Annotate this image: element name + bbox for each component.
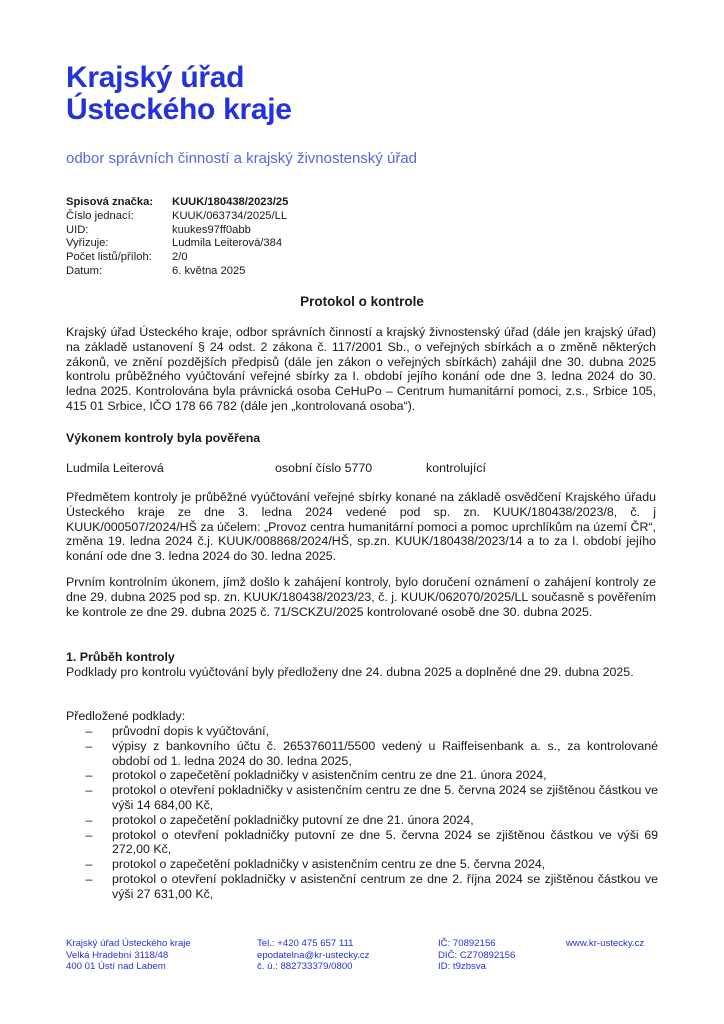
list-item-text: protokol o zapečetění pokladničky v asistenčním centru ze dne 5. června 2024, [112, 857, 546, 872]
list-item: – protokol o zapečetění pokladničky v asistenčním centru ze dne 21. února 2024, [66, 768, 658, 783]
meta-value: KUUK/180438/2023/25 [172, 196, 289, 208]
list-item: – protokol o zapečetění pokladničky putovní ze dne 21. února 2024, [66, 813, 658, 828]
footer-address [66, 938, 191, 973]
list-item-text: výpisy z bankovního účtu č. 265376011/5500 vedený u Raiffeisenbank a. s., za kontrolované období od 1. ledna 2024 do 30. ledna 2025, [112, 738, 658, 768]
list-item-text: protokol o otevření pokladničky v asistenční centrum ze dne 2. října 2024 se zjištěnou částkou ve výši 27 631,00 Kč, [112, 871, 658, 901]
logo-line-1: Krajský úřad [66, 61, 245, 94]
meta-value: 6. května 2025 [172, 264, 246, 277]
meta-row [66, 210, 288, 224]
meta-value: 2/0 [172, 251, 188, 264]
footer-ids [438, 938, 515, 973]
meta-row [66, 265, 288, 279]
footer-city: 400 01 Ústí nad Labem [66, 961, 166, 973]
office-logo [66, 62, 292, 126]
department-name: odbor správních činností a krajský živnostenský úřad [66, 150, 417, 167]
meta-value: Ludmila Leiterová/384 [172, 237, 283, 250]
meta-row [66, 237, 288, 251]
list-item: – průvodní dopis k vyúčtování, [66, 724, 658, 739]
document-metadata [66, 196, 288, 279]
meta-label: UID: [66, 223, 89, 236]
footer-databox-id: ID: t9zbsva [438, 961, 486, 973]
list-item: – protokol o otevření pokladničky v asistenční centrum ze dne 2. října 2024 se zjištěnou částkou ve výši 27 631,00 Kč, [85, 871, 658, 901]
logo-line-2: Ústeckého kraje [66, 93, 292, 126]
list-item: – protokol o otevření pokladničky v asistenčním centru ze dne 5. června 2024 se zjištěnou částkou ve výši 14 684,00 Kč, [85, 783, 658, 812]
first-act-paragraph: Prvním kontrolním úkonem, jímž došlo k zahájení kontroly, bylo doručení oznámení o zahájení kontroly ze dne 29. dubna 2025 pod sp. zn. KUUK/180438/2023/23, č. j. KUUK/062070/2025/LL současně s pověřením ke kontrole ze dne 29. dubna 2025 č. 71/SCKZU/2025 kontrolované osobě dne 30. dubna 2025. [66, 575, 656, 619]
document-title: Protokol o kontrole [300, 294, 424, 309]
footer-contacts [257, 938, 369, 973]
meta-label: Datum: [66, 264, 103, 277]
meta-label: Vyřizuje: [66, 237, 109, 250]
footer-email-link[interactable]: epodatelna@kr-ustecky.cz [257, 949, 370, 961]
footer-phone: Tel.: +420 475 657 111 [257, 938, 354, 949]
footer-office-name: Krajský úřad Ústeckého kraje [66, 938, 191, 949]
meta-label: Číslo jednací: [66, 209, 134, 222]
authorized-heading: Výkonem kontroly byla pověřena [66, 431, 261, 445]
list-item-text: protokol o zapečetění pokladničky putovní ze dne 21. února 2024, [112, 812, 474, 827]
inspector-number: osobní číslo 5770 [275, 461, 373, 475]
meta-label: Spisová značka: [66, 196, 154, 208]
list-item: – výpisy z bankovního účtu č. 265376011/5500 vedený u Raiffeisenbank a. s., za kontrolované období od 1. ledna 2024 do 30. ledna 2025, [85, 738, 658, 768]
footer-street: Velká Hradební 3118/48 [66, 949, 169, 961]
footer-ic: IČ: 70892156 [438, 938, 496, 949]
meta-value: KUUK/063734/2025/LL [172, 209, 288, 222]
list-item: – protokol o zapečetění pokladničky v asistenčním centru ze dne 5. června 2024, [66, 857, 658, 872]
footer-website-link[interactable]: www.kr-ustecky.cz [566, 938, 645, 949]
list-item: – protokol o otevření pokladničky putovní ze dne 5. června 2024 se zjištěnou částkou ve výši 69 272,00 Kč, [85, 827, 658, 857]
meta-row [66, 224, 288, 238]
list-item-text: průvodní dopis k vyúčtování, [112, 724, 270, 738]
footer-dic: DIČ: CZ70892156 [438, 949, 516, 961]
section-1-text: Podklady pro kontrolu vyúčtování byly předloženy dne 24. dubna 2025 a doplněné dne 29. dubna 2025. [66, 665, 634, 679]
list-item-text: protokol o otevření pokladničky v asistenčním centru ze dne 5. června 2024 se zjištěnou částkou ve výši 14 684,00 Kč, [112, 783, 658, 812]
footer-bank-account: č. ú.: 882733379/0800 [257, 961, 353, 973]
meta-value: kuukes97ff0abb [172, 223, 251, 236]
meta-row [66, 196, 288, 210]
list-item-text: protokol o otevření pokladničky putovní ze dne 5. června 2024 se zjištěnou částkou ve výši 69 272,00 Kč, [112, 827, 658, 857]
list-item-text: protokol o zapečetění pokladničky v asistenčním centru ze dne 21. února 2024, [112, 768, 547, 783]
section-1-heading: 1. Průběh kontroly [66, 650, 175, 664]
intro-paragraph: Krajský úřad Ústeckého kraje, odbor správních činností a krajský živnostenský úřad (dále jen krajský úřad) na základě ustanovení § 24 odst. 2 zákona č. 117/2001 Sb., o veřejných sbírkách a o změně některých zákonů, ve znění pozdějších předpisů (dále jen zákon o veřejných sbírkách) zahájil dne 30. dubna 2025 kontrolu průběžného vyúčtování veřejné sbírky za I. období jejího konání ode dne 3. ledna 2024 do 30. ledna 2025. Kontrolována byla právnická osoba CeHuPo – Centrum humanitární pomoci, z.s., Srbice 105, 415 01 Srbice, IČO 178 66 782 (dále jen „kontrolovaná osoba“). [66, 325, 656, 413]
documents-intro: Předložené podklady: [66, 709, 186, 723]
inspector-name: Ludmila Leiterová [66, 461, 164, 475]
meta-label: Počet listů/příloh: [66, 251, 152, 264]
subject-paragraph: Předmětem kontroly je průběžné vyúčtování veřejné sbírky konané na základě osvědčení Krajského úřadu Ústeckého kraje ze dne 3. ledna 2024 vedené pod sp. zn. KUUK/180438/2023/8, č. j KUUK/000507/2024/HŠ za účelem: „Provoz centra humanitární pomoci a pomoc uprchlíkům na území ČR“, změna 19. ledna 2024 č.j. KUUK/008868/2024/HŠ, sp.zn. KUUK/180438/2023/14 a to za I. období jejího konání ode dne 3. ledna 2024 do 30. ledna 2025. [66, 490, 656, 564]
meta-row [66, 251, 288, 265]
inspector-role: kontrolující [426, 461, 486, 475]
documents-list [66, 724, 658, 902]
